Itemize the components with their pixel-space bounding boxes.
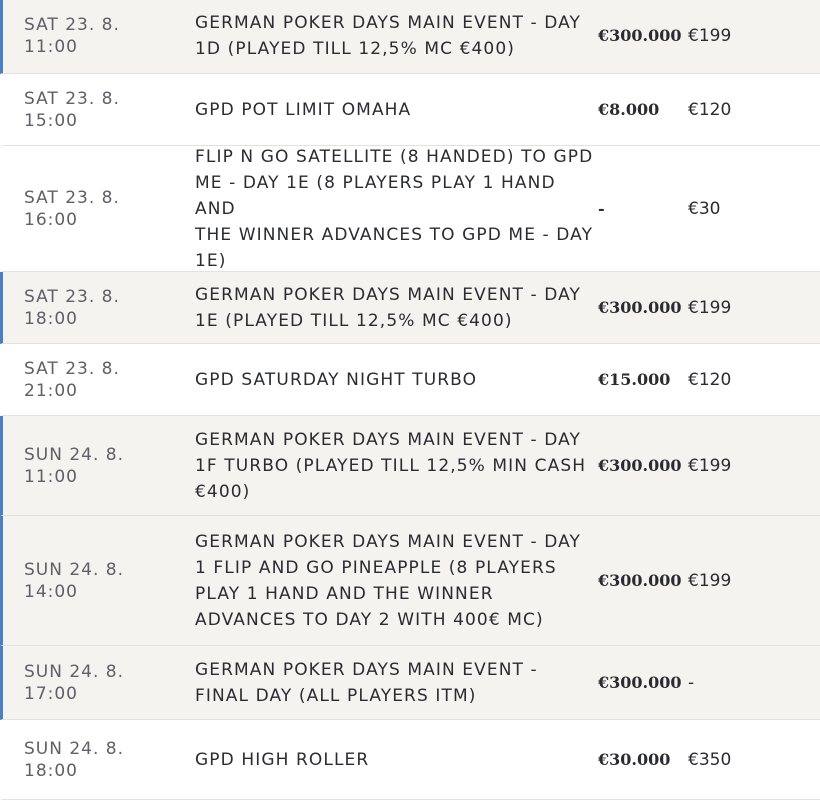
event-name-cell: [195, 0, 595, 73]
event-time: 18:00: [24, 760, 78, 781]
event-name: GPD SATURDAY NIGHT TURBO: [195, 369, 478, 390]
table-row[interactable]: [0, 146, 820, 272]
buyin-value: €199: [688, 455, 732, 476]
event-name-cell: [195, 344, 595, 415]
event-time: 18:00: [24, 308, 78, 329]
date-time-cell: [24, 272, 184, 343]
table-row[interactable]: [0, 720, 820, 800]
buyin-value: €120: [688, 369, 732, 390]
event-time: 11:00: [24, 36, 78, 57]
event-day: SAT 23. 8.: [24, 286, 120, 307]
buyin-value: €199: [688, 297, 732, 318]
event-day: SAT 23. 8.: [24, 88, 120, 109]
event-time: 17:00: [24, 683, 78, 704]
event-day: SUN 24. 8.: [24, 661, 125, 682]
guarantee-value: €300.000: [598, 673, 682, 692]
guarantee-cell: [598, 720, 686, 799]
event-name-cell: [195, 74, 595, 145]
event-day: SUN 24. 8.: [24, 559, 125, 580]
event-time: 21:00: [24, 380, 78, 401]
event-name: GERMAN POKER DAYS MAIN EVENT - DAY 1E (PLAYED TILL 12,5% MC €400): [195, 284, 582, 331]
buyin-cell: [688, 272, 768, 343]
event-name: GPD HIGH ROLLER: [195, 749, 370, 770]
table-row[interactable]: [0, 272, 820, 344]
event-name-cell: [195, 146, 595, 271]
buyin-cell: [688, 146, 768, 271]
guarantee-value: €15.000: [598, 370, 671, 389]
event-name-cell: [195, 416, 595, 515]
event-name-cell: [195, 272, 595, 343]
guarantee-cell: [598, 74, 686, 145]
buyin-cell: [688, 516, 768, 645]
table-row[interactable]: [0, 516, 820, 646]
event-name-cell: [195, 720, 595, 799]
date-time-cell: [24, 146, 184, 271]
table-row[interactable]: [0, 344, 820, 416]
event-time: 15:00: [24, 110, 78, 131]
guarantee-cell: [598, 272, 686, 343]
buyin-cell: [688, 416, 768, 515]
date-time-cell: [24, 416, 184, 515]
buyin-value: €30: [688, 198, 721, 219]
buyin-value: €199: [688, 25, 732, 46]
guarantee-cell: [598, 646, 686, 719]
date-time-cell: [24, 0, 184, 73]
event-time: 14:00: [24, 581, 78, 602]
table-row[interactable]: [0, 416, 820, 516]
event-day: SAT 23. 8.: [24, 14, 120, 35]
guarantee-cell: [598, 416, 686, 515]
event-time: 16:00: [24, 209, 78, 230]
event-day: SAT 23. 8.: [24, 187, 120, 208]
event-day: SUN 24. 8.: [24, 444, 125, 465]
guarantee-value: €300.000: [598, 26, 682, 45]
date-time-cell: [24, 74, 184, 145]
guarantee-cell: [598, 146, 686, 271]
buyin-value: €350: [688, 749, 732, 770]
date-time-cell: [24, 516, 184, 645]
date-time-cell: [24, 720, 184, 799]
guarantee-cell: [598, 0, 686, 73]
event-name-cell: [195, 646, 595, 719]
event-day: SAT 23. 8.: [24, 358, 120, 379]
event-day: SUN 24. 8.: [24, 738, 125, 759]
guarantee-value: €30.000: [598, 750, 671, 769]
guarantee-value: -: [598, 199, 605, 218]
buyin-value: -: [688, 672, 695, 693]
event-name-cell: [195, 516, 595, 645]
table-row[interactable]: [0, 74, 820, 146]
event-time: 11:00: [24, 466, 78, 487]
buyin-cell: [688, 646, 768, 719]
event-name: GERMAN POKER DAYS MAIN EVENT - FINAL DAY (ALL PLAYERS ITM): [195, 659, 538, 706]
event-name: GERMAN POKER DAYS MAIN EVENT - DAY 1 FLIP AND GO PINEAPPLE (8 PLAYERS PLAY 1 HAND AND THE WINNER ADVANCES TO DAY 2 WITH 400€ MC): [195, 531, 582, 630]
guarantee-cell: [598, 516, 686, 645]
buyin-cell: [688, 0, 768, 73]
table-row[interactable]: [0, 0, 820, 74]
guarantee-value: €8.000: [598, 100, 660, 119]
guarantee-cell: [598, 344, 686, 415]
buyin-cell: [688, 74, 768, 145]
event-name: GERMAN POKER DAYS MAIN EVENT - DAY 1F TURBO (PLAYED TILL 12,5% MIN CASH €400): [195, 429, 587, 502]
buyin-cell: [688, 344, 768, 415]
event-name: FLIP N GO SATELLITE (8 HANDED) TO GPD ME - DAY 1E (8 PLAYERS PLAY 1 HAND AND THE WINNER ADVANCES TO GPD ME - DAY 1E): [195, 146, 594, 271]
guarantee-value: €300.000: [598, 456, 682, 475]
table-row[interactable]: [0, 646, 820, 720]
guarantee-value: €300.000: [598, 571, 682, 590]
event-name: GERMAN POKER DAYS MAIN EVENT - DAY 1D (PLAYED TILL 12,5% MC €400): [195, 12, 582, 59]
buyin-cell: [688, 720, 768, 799]
date-time-cell: [24, 344, 184, 415]
event-name: GPD POT LIMIT OMAHA: [195, 99, 412, 120]
buyin-value: €199: [688, 570, 732, 591]
date-time-cell: [24, 646, 184, 719]
guarantee-value: €300.000: [598, 298, 682, 317]
buyin-value: €120: [688, 99, 732, 120]
